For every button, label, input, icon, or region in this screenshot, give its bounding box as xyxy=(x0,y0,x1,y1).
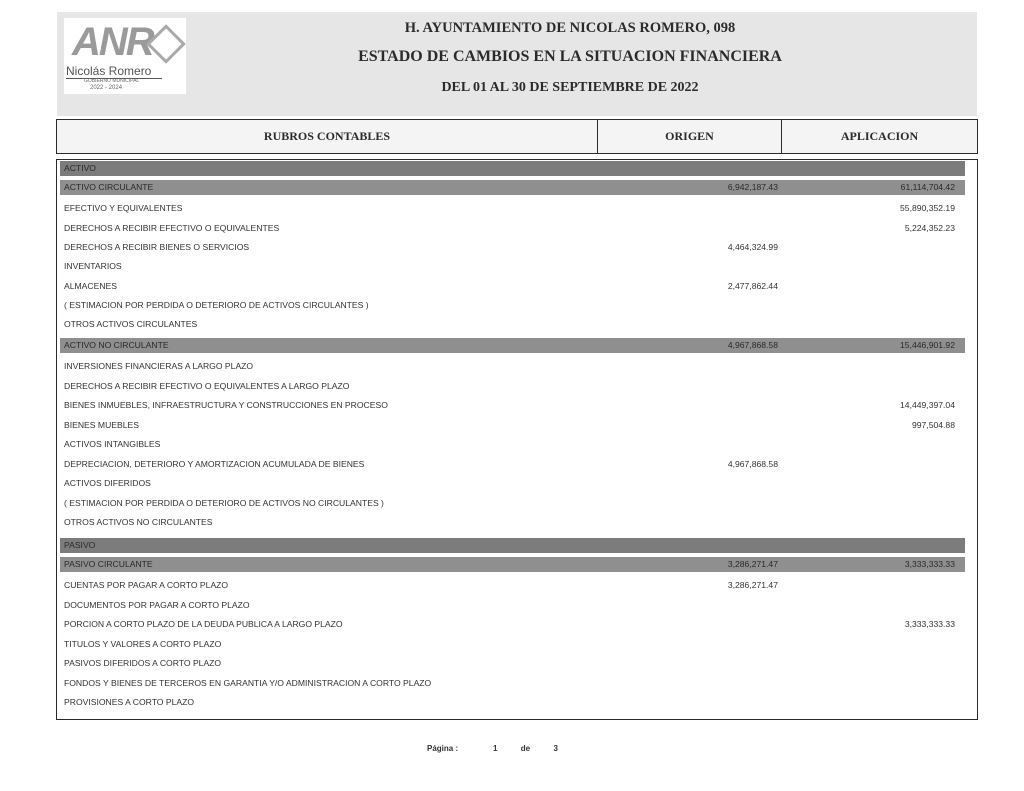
table-row xyxy=(60,238,965,256)
logo-name: Nicolás Romero xyxy=(66,64,162,79)
table-row xyxy=(60,474,965,492)
row-label: BIENES INMUEBLES, INFRAESTRUCTURA Y CONSTRUCCIONES EN PROCESO xyxy=(64,400,388,410)
row-label: DERECHOS A RECIBIR EFECTIVO O EQUIVALENTES xyxy=(64,223,280,233)
row-origen: 4,464,324.99 xyxy=(727,242,778,252)
row-label: INVENTARIOS xyxy=(64,261,122,271)
row-origen: 4,967,868.58 xyxy=(727,340,778,350)
table-row xyxy=(60,199,965,217)
row-aplicacion: 3,333,333.33 xyxy=(904,559,955,569)
page-of-label: de xyxy=(520,744,531,753)
subtotal-row xyxy=(60,557,965,572)
row-label: EFECTIVO Y EQUIVALENTES xyxy=(64,203,183,213)
table-row xyxy=(60,396,965,414)
row-label: OTROS ACTIVOS CIRCULANTES xyxy=(64,319,198,329)
column-header-rubros: RUBROS CONTABLES xyxy=(57,120,598,153)
row-label: PROVISIONES A CORTO PLAZO xyxy=(64,697,195,707)
row-label: ACTIVOS INTANGIBLES xyxy=(64,439,161,449)
row-origen: 3,286,271.47 xyxy=(727,580,778,590)
table-row xyxy=(60,296,965,314)
table-row xyxy=(60,674,965,692)
section-row xyxy=(60,161,965,176)
table-row xyxy=(60,654,965,672)
row-label: BIENES MUEBLES xyxy=(64,420,139,430)
column-header-aplicacion: APLICACION xyxy=(840,129,919,143)
row-aplicacion: 15,446,901.92 xyxy=(900,340,955,350)
row-aplicacion: 5,224,352.23 xyxy=(904,223,955,233)
row-label: PORCION A CORTO PLAZO DE LA DEUDA PUBLICA A LARGO PLAZO xyxy=(64,619,343,629)
row-label: CUENTAS POR PAGAR A CORTO PLAZO xyxy=(64,580,229,590)
row-label: OTROS ACTIVOS NO CIRCULANTES xyxy=(64,517,213,527)
row-label: ( ESTIMACION POR PERDIDA O DETERIORO DE ACTIVOS CIRCULANTES ) xyxy=(64,300,369,310)
row-label: DERECHOS A RECIBIR EFECTIVO O EQUIVALENTES A LARGO PLAZO xyxy=(64,381,350,391)
row-label: TITULOS Y VALORES A CORTO PLAZO xyxy=(64,639,222,649)
table-row xyxy=(60,416,965,434)
column-header-origen: ORIGEN xyxy=(598,120,782,153)
report-title: ESTADO DE CAMBIOS EN LA SITUACION FINANCIERA xyxy=(358,48,782,65)
table-row xyxy=(60,219,965,237)
page-label: Página : xyxy=(427,744,459,753)
table-row xyxy=(60,257,965,275)
row-origen: 6,942,187.43 xyxy=(727,182,778,192)
row-label: DEPRECIACION, DETERIORO Y AMORTIZACION ACUMULADA DE BIENES xyxy=(64,459,365,469)
logo-years: 2022 - 2024 xyxy=(90,85,123,91)
row-origen: 2,477,862.44 xyxy=(727,281,778,291)
entity-title: H. AYUNTAMIENTO DE NICOLAS ROMERO, 098 xyxy=(404,20,736,36)
row-label: ACTIVOS DIFERIDOS xyxy=(64,478,151,488)
page-footer xyxy=(427,744,570,753)
row-label: DOCUMENTOS POR PAGAR A CORTO PLAZO xyxy=(64,600,250,610)
logo-mark: ANR xyxy=(72,20,153,64)
table-row xyxy=(60,357,965,375)
table-row xyxy=(60,435,965,453)
row-label: FONDOS Y BIENES DE TERCEROS EN GARANTIA Y/O ADMINISTRACION A CORTO PLAZO xyxy=(64,678,432,688)
row-label: ACTIVO NO CIRCULANTE xyxy=(64,340,169,350)
table-row xyxy=(60,615,965,633)
row-origen: 3,286,271.47 xyxy=(727,559,778,569)
table-row xyxy=(60,277,965,295)
row-label: ALMACENES xyxy=(64,281,118,291)
section-row xyxy=(60,538,965,553)
table-row xyxy=(60,513,965,531)
table-row xyxy=(60,576,965,594)
row-aplicacion: 14,449,397.04 xyxy=(900,400,955,410)
row-aplicacion: 61,114,704.42 xyxy=(900,182,955,192)
row-label: ( ESTIMACION POR PERDIDA O DETERIORO DE ACTIVOS NO CIRCULANTES ) xyxy=(64,498,384,508)
table-row xyxy=(60,455,965,473)
page-number: 1 xyxy=(493,744,498,753)
row-origen: 4,967,868.58 xyxy=(727,459,778,469)
table-row xyxy=(60,635,965,653)
logo xyxy=(64,18,186,94)
table-row xyxy=(60,377,965,395)
table-row xyxy=(60,494,965,512)
row-label: PASIVOS DIFERIDOS A CORTO PLAZO xyxy=(64,658,222,668)
row-label: DERECHOS A RECIBIR BIENES O SERVICIOS xyxy=(64,242,250,252)
table-row xyxy=(60,693,965,711)
report-period: DEL 01 AL 30 DE SEPTIEMBRE DE 2022 xyxy=(441,80,699,95)
row-label: INVERSIONES FINANCIERAS A LARGO PLAZO xyxy=(64,361,254,371)
row-label: PASIVO CIRCULANTE xyxy=(64,559,153,569)
page-total: 3 xyxy=(553,744,558,753)
row-label: ACTIVO CIRCULANTE xyxy=(64,182,154,192)
table-row xyxy=(60,596,965,614)
table-row xyxy=(60,315,965,333)
row-aplicacion: 55,890,352.19 xyxy=(900,203,955,213)
row-aplicacion: 3,333,333.33 xyxy=(904,619,955,629)
row-label: PASIVO xyxy=(64,540,96,550)
row-label: ACTIVO xyxy=(64,163,96,173)
row-aplicacion: 997,504.88 xyxy=(911,420,955,430)
column-header xyxy=(56,119,978,154)
subtotal-row xyxy=(60,338,965,353)
subtotal-row xyxy=(60,180,965,195)
logo-subtitle: GOBIERNO MUNICIPAL xyxy=(84,78,140,84)
